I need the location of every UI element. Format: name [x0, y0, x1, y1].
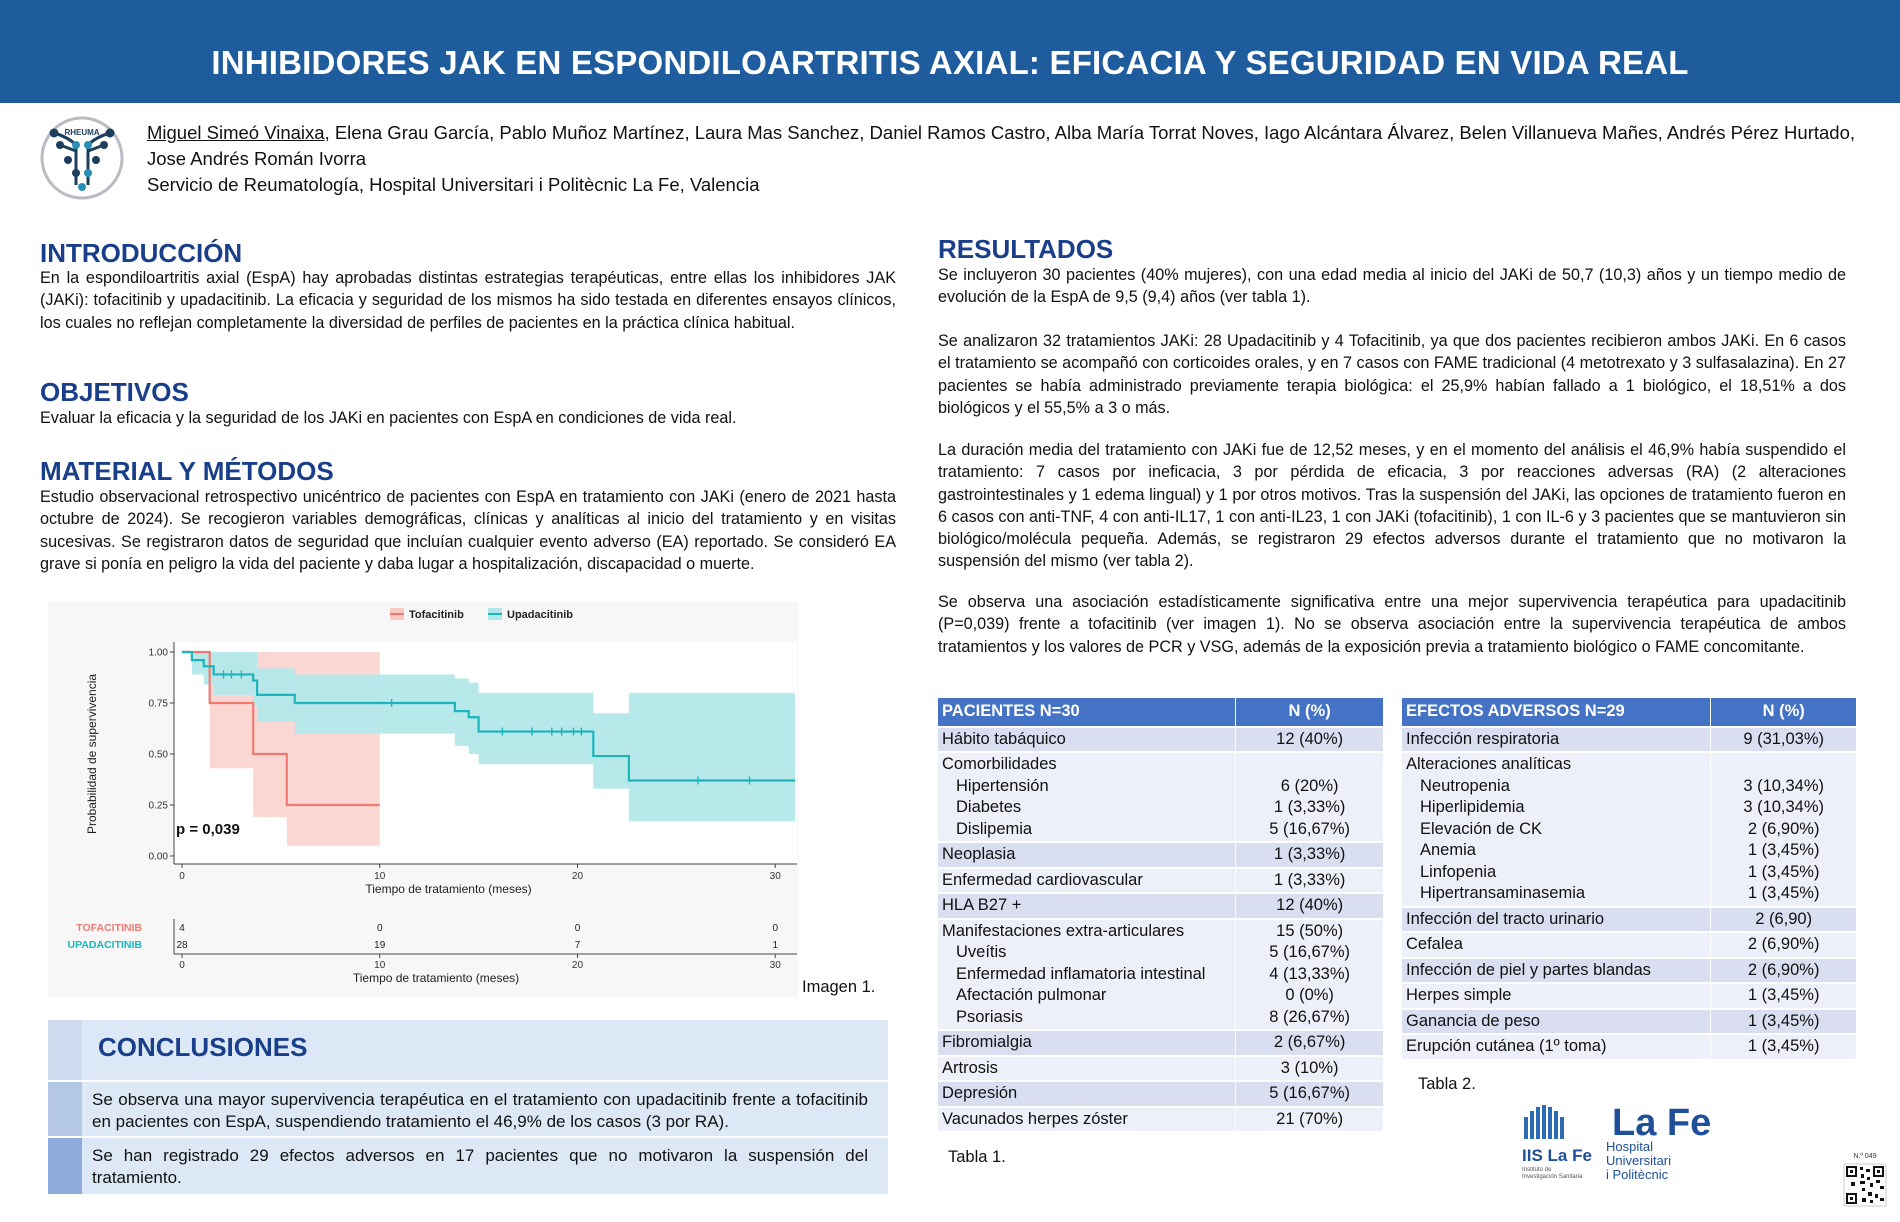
poster-title: INHIBIDORES JAK EN ESPONDILOARTRITIS AXIAL: EFICACIA Y SEGURIDAD EN VIDA REAL	[211, 44, 1689, 81]
row-label: Enfermedad cardiovascular	[942, 870, 1143, 889]
resultados-p4: Se observa una asociación estadísticamente significativa entre una mejor supervivencia terapéutica para upadacitinib (P=0,039) frente a tofacitinib (ver imagen 1). No se observa asociación entre la supervivencia terapéutica de ambos tratamientos y los valores de PCR y VSG, además de la exposición previa a tratamiento biológico o FAME concomitante.	[938, 593, 1846, 656]
row-value: 21 (70%)	[1276, 1109, 1344, 1128]
sub-row-label: Hipertransaminasemia	[1420, 884, 1586, 902]
table-row	[938, 1056, 1384, 1082]
legend-label-tofacitinib: Tofacitinib	[409, 609, 464, 621]
row-value: 12 (40%)	[1276, 896, 1344, 914]
hospital-la-fe-logo	[1606, 1102, 1711, 1182]
sub-row-value: 6 (20%)	[1280, 776, 1339, 795]
x-axis-label: Tiempo de tratamiento (meses)	[365, 882, 532, 896]
risk-table-value: 19	[374, 940, 386, 951]
objetivos-text: Evaluar la eficacia y la seguridad de los JAKi en pacientes con EspA en condiciones de vida real.	[40, 409, 737, 427]
iis-la-fe-logo	[1522, 1105, 1592, 1180]
km-survival-chart	[48, 602, 798, 997]
row-label: Alteraciones analíticas	[1406, 755, 1572, 773]
t1-header-value: N (%)	[1236, 698, 1384, 727]
row-label: Vacunados herpes zóster	[942, 1109, 1128, 1128]
resultados-p3: La duración media del tratamiento con JAKi fue de 12,52 meses, y en el momento del análisis el 46,9% había suspendido el tratamiento: 7 casos por ineficacia, 3 por pérdida de eficacia, 3 por reacciones adversas (RA) (2 alteraciones gastrointestinales y 1 edema lingual) y 1 por otros motivos. Tras la suspensión del JAKi, las opciones de tratamiento fueron en 6 casos con anti-TNF, 4 con anti-IL17, 1 con anti-IL23, 1 con JAKi (tofacitinib), 1 con IL-6 y 3 pacientes que se mantuvieron sin biológico/molécula pequeña. Además, se registraron 29 efectos adversos durante el tratamiento que no motivaron la suspensión del mismo (ver tabla 2).	[938, 441, 1846, 571]
conclusion-item: Se observa una mayor supervivencia terapéutica en el tratamiento con upadacitinib frente a tofacitinib en pacientes con EspA, suspendiendo tratamiento el 46,9% de los casos (3 por RA).	[48, 1082, 888, 1136]
row-value: 1 (3,45%)	[1747, 986, 1820, 1004]
row-label: Neoplasia	[942, 845, 1016, 863]
table-row	[938, 868, 1384, 894]
row-label: Hábito tabáquico	[942, 729, 1066, 748]
svg-text:Investigación Sanitaria: Investigación Sanitaria	[1522, 1174, 1583, 1180]
risk-x-tick-label: 20	[571, 960, 584, 971]
svg-text:Hospital: Hospital	[1606, 1139, 1653, 1154]
x-tick-label: 20	[571, 871, 584, 882]
sub-row-value: 5 (16,67%)	[1269, 943, 1350, 961]
row-value	[1715, 754, 1852, 776]
coauthors: , Elena Grau García, Pablo Muñoz Martínez, Laura Mas Sanchez, Daniel Ramos Castro, Alba María Torrat Noves, Iago Alcántara Álvarez, Belen Villanueva Mañes, Andrés Pérez Hurtado, Jose Andrés Román Ivorra	[147, 122, 1856, 169]
sub-row-label: Linfopenia	[1420, 862, 1497, 881]
title-banner	[0, 0, 1900, 103]
metodos-title: MATERIAL Y MÉTODOS	[40, 456, 334, 486]
sub-row-value: 0 (0%)	[1285, 986, 1334, 1004]
risk-x-tick-label: 10	[374, 960, 386, 971]
table-row	[938, 893, 1384, 919]
risk-x-tick-label: 0	[179, 960, 185, 971]
sub-row-label: Hipertensión	[956, 776, 1049, 795]
row-label: Artrosis	[942, 1058, 998, 1077]
x-tick-label: 10	[374, 871, 386, 882]
resultados-p2: Se analizaron 32 tratamientos JAKi: 28 Upadacitinib y 4 Tofacitinib, ya que dos pacientes recibieron ambos JAKi. En 6 casos el tratamiento se acompañó con corticoides orales, y en 7 casos con FAME tradicional (4 metotrexato y 3 sulfasalazina). En 27 pacientes se había administrado previamente terapia biológica: el 25,9% habían fallado a 1 biológico, el 18,51% a dos biológicos y el 55,5% a 3 o más.	[938, 332, 1846, 417]
row-label: Cefalea	[1406, 935, 1463, 953]
sub-row-value: 8 (26,67%)	[1269, 1007, 1350, 1026]
conclusiones-header	[48, 1020, 888, 1080]
table-row	[938, 727, 1384, 753]
row-value: 9 (31,03%)	[1743, 729, 1825, 748]
conclusion-item: Se han registrado 29 efectos adversos en 17 pacientes que no motivaron la suspensión del tratamiento.	[48, 1138, 888, 1194]
row-label: Infección de piel y partes blandas	[1406, 960, 1651, 979]
t2-header-value: N (%)	[1711, 698, 1857, 727]
sub-row-value: 1 (3,33%)	[1273, 798, 1346, 816]
resultados-title: RESULTADOS	[938, 234, 1114, 264]
t1-header-label: PACIENTES N=30	[938, 698, 1236, 727]
row-value: 15 (50%)	[1276, 921, 1344, 940]
resultados-p1: Se incluyeron 30 pacientes (40% mujeres), con una edad media al inicio del JAKi de 50,7 (10,3) años y un tiempo medio de evolución de la EspA de 9,5 (9,4) años (ver tabla 1).	[938, 266, 1846, 307]
table-row	[1402, 1009, 1857, 1035]
sub-row-value: 5 (16,67%)	[1269, 819, 1350, 838]
objetivos-title: OBJETIVOS	[40, 377, 189, 407]
authors-block	[147, 120, 1867, 198]
row-value: 1 (3,45%)	[1747, 1037, 1820, 1055]
risk-table-value: 0	[772, 923, 779, 934]
image-caption: Imagen 1.	[802, 978, 876, 996]
sub-row-label: Elevación de CK	[1420, 819, 1542, 838]
table-row	[938, 1107, 1384, 1132]
table-row	[1402, 958, 1857, 984]
sub-row-value: 4 (13,33%)	[1269, 964, 1350, 983]
sub-row-label: Uveítis	[956, 943, 1007, 961]
affiliation: Servicio de Reumatología, Hospital Universitari i Politècnic La Fe, Valencia	[147, 174, 760, 195]
row-value: 12 (40%)	[1276, 729, 1344, 748]
svg-text:IIS La Fe: IIS La Fe	[1522, 1146, 1592, 1165]
row-label: Herpes simple	[1406, 986, 1512, 1004]
tabla-1	[937, 697, 1384, 1131]
svg-text:Instituto de: Instituto de	[1522, 1167, 1552, 1173]
risk-table-value: 1	[772, 940, 779, 951]
sub-row-label: Afectación pulmonar	[956, 986, 1107, 1004]
sub-row-value: 2 (6,90%)	[1747, 819, 1820, 838]
conclusiones-title: CONCLUSIONES	[98, 1032, 308, 1062]
sub-row-label: Psoriasis	[956, 1007, 1023, 1026]
row-label: Comorbilidades	[942, 755, 1057, 773]
sub-row-label: Diabetes	[956, 798, 1022, 816]
row-label: HLA B27 +	[942, 896, 1022, 914]
tabla-2	[1401, 697, 1857, 1059]
row-value: 1 (3,33%)	[1273, 845, 1346, 863]
sub-row-value: 3 (10,34%)	[1743, 776, 1825, 795]
row-value: 1 (3,45%)	[1747, 1011, 1820, 1030]
row-value	[1240, 754, 1379, 776]
poster-number: N.º 049	[1853, 1153, 1877, 1160]
rheuma-logo	[38, 115, 126, 201]
sub-row-value: 1 (3,45%)	[1747, 862, 1820, 881]
y-tick-label: 0.75	[148, 698, 168, 710]
row-value: 2 (6,67%)	[1273, 1033, 1346, 1051]
tabla-2-caption: Tabla 2.	[1418, 1075, 1476, 1093]
y-tick-label: 0.25	[148, 800, 168, 812]
svg-text:Universitari: Universitari	[1606, 1153, 1672, 1168]
risk-table-value: 4	[179, 923, 185, 934]
table-row	[1402, 983, 1857, 1009]
table-row	[1402, 727, 1857, 753]
y-tick-label: 0.50	[148, 749, 168, 761]
row-label: Erupción cutánea (1º toma)	[1406, 1037, 1607, 1055]
legend-label-upadacitinib: Upadacitinib	[507, 609, 574, 621]
row-value: 2 (6,90%)	[1747, 960, 1820, 979]
sub-row-label: Dislipemia	[956, 819, 1033, 838]
svg-text:i Politècnic: i Politècnic	[1606, 1167, 1669, 1182]
row-value: 2 (6,90%)	[1747, 935, 1820, 953]
table-row	[938, 1081, 1384, 1107]
table-row	[938, 919, 1384, 1031]
table-row	[938, 1030, 1384, 1056]
sub-row-value: 1 (3,45%)	[1747, 884, 1820, 902]
risk-table-value: 28	[176, 940, 188, 951]
table-row	[938, 752, 1384, 842]
svg-text:La Fe: La Fe	[1612, 1102, 1712, 1144]
table-row	[1402, 932, 1857, 958]
tabla-1-caption: Tabla 1.	[948, 1148, 1006, 1166]
risk-table-label: UPADACITINIB	[67, 939, 142, 951]
metodos-text: Estudio observacional retrospectivo unicéntrico de pacientes con EspA en tratamiento con JAKi (enero de 2021 hasta octubre de 2024). Se recogieron variables demográficas, clínicas y analíticas al inicio del tratamiento y en visitas sucesivas. Se registraron datos de seguridad que incluían cualquier evento adverso (EA) reportado. Se consideró EA grave si ponía en peligro la vida del paciente y daba lugar a hospitalización, discapacidad o muerte.	[40, 488, 896, 573]
row-label: Fibromialgia	[942, 1033, 1032, 1051]
t2-header-label: EFECTOS ADVERSOS N=29	[1402, 698, 1711, 727]
rheuma-logo-text: RHEUMA	[64, 128, 100, 137]
sub-row-value: 1 (3,45%)	[1747, 841, 1820, 859]
row-label: Infección respiratoria	[1406, 729, 1560, 748]
table-row	[938, 842, 1384, 868]
row-label: Infección del tracto urinario	[1406, 909, 1605, 928]
author-list	[147, 120, 1867, 172]
intro-title: INTRODUCCIÓN	[40, 238, 243, 268]
risk-x-tick-label: 30	[769, 960, 781, 971]
risk-table-value: 0	[376, 923, 383, 934]
risk-table-value: 0	[574, 923, 581, 934]
sub-row-label: Neutropenia	[1420, 776, 1510, 795]
row-value: 1 (3,33%)	[1273, 870, 1346, 889]
intro-text: En la espondiloartritis axial (EspA) hay aprobadas distintas estrategias terapéuticas, entre ellas los inhibidores JAK (JAKi): tofacitinib y upadacitinib. La eficacia y seguridad de los mismos ha sido testada en diferentes ensayos clínicos, los cuales no reflejan completamente la diversidad de perfiles de pacientes en la práctica clínica habitual.	[40, 269, 896, 332]
table-row	[1402, 907, 1857, 933]
conclusiones-box	[48, 1020, 888, 1194]
row-label: Manifestaciones extra-articulares	[942, 921, 1185, 940]
sub-row-label: Hiperlipidemia	[1420, 798, 1525, 816]
row-value: 2 (6,90)	[1755, 909, 1813, 928]
sub-row-label: Anemia	[1420, 841, 1476, 859]
row-label: Depresión	[942, 1084, 1018, 1102]
table-row	[1402, 752, 1857, 907]
sub-row-value: 3 (10,34%)	[1743, 798, 1825, 816]
y-axis-label: Probabilidad de supervivencia	[85, 673, 99, 835]
x-tick-label: 0	[179, 871, 185, 882]
qr-code	[1842, 1150, 1888, 1212]
p-value-annotation: p = 0,039	[176, 821, 240, 838]
sub-row-label: Enfermedad inflamatoria intestinal	[956, 964, 1206, 983]
first-author: Miguel Simeó Vinaixa	[147, 122, 325, 143]
row-value: 5 (16,67%)	[1269, 1084, 1350, 1102]
row-value: 3 (10%)	[1280, 1058, 1339, 1077]
la-fe-logos	[1520, 1095, 1712, 1185]
y-tick-label: 1.00	[148, 647, 168, 659]
y-tick-label: 0.00	[148, 851, 168, 863]
x-tick-label: 30	[769, 871, 781, 882]
row-label: Ganancia de peso	[1406, 1011, 1540, 1030]
risk-table-label: TOFACITINIB	[76, 922, 142, 934]
risk-x-axis-label: Tiempo de tratamiento (meses)	[352, 971, 520, 985]
table-row	[1402, 1034, 1857, 1059]
risk-table-value: 7	[574, 940, 581, 951]
